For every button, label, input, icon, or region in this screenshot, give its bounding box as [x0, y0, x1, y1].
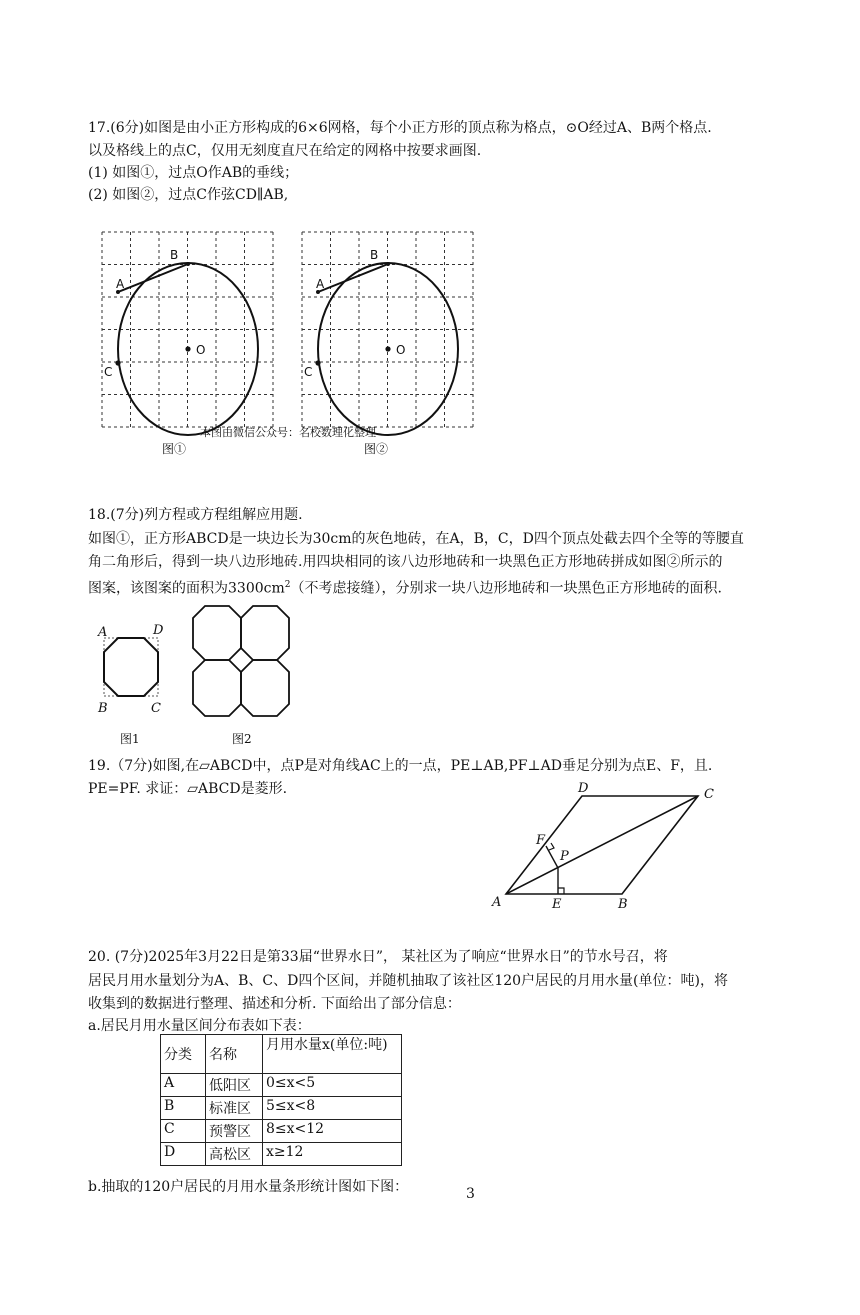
table-header-cell: 分类: [161, 1035, 206, 1074]
table-header-cell: 名称: [206, 1035, 263, 1074]
q19-label-e: E: [552, 897, 562, 912]
table-header-row: [161, 1035, 402, 1074]
q17-f1-label-c: C: [104, 365, 113, 379]
page-number: 3: [466, 1186, 475, 1202]
table-cell: 低阳区: [206, 1074, 263, 1097]
q17-line-3: (1) 如图①，过点O作AB的垂线；: [88, 165, 299, 181]
q17-f1-label-a: A: [116, 277, 125, 291]
table-row: [161, 1120, 402, 1143]
water-usage-table: [160, 1034, 402, 1166]
q19-line-1: 19.（7分)如图,在▱ABCD中，点P是对角线AC上的一点，PE⊥AB,PF⊥AD垂足分别为点E、F，且.: [88, 758, 713, 774]
q18-f2-caption: 图2: [232, 732, 252, 746]
watermark: 本图由微信公众号：名校数理化整理: [200, 426, 376, 439]
q17-f2-label-a: A: [316, 277, 325, 291]
q20-line-1: 20. (7分)2025年3月22日是第33届“世界水日”， 某社区为了响应“世界水日”的节水号召，将: [88, 949, 668, 965]
table-cell: 5≤x<8: [263, 1097, 402, 1120]
q17-figure-2: [302, 232, 482, 432]
q19-label-f: F: [536, 833, 546, 848]
q17-f2-label-o: O: [396, 343, 406, 357]
q17-f1-caption: 图①: [162, 442, 187, 456]
q18-line-1: 18.(7分)列方程或方程组解应用题.: [88, 507, 303, 523]
q19-label-b: B: [618, 897, 628, 912]
table-cell: 高松区: [206, 1143, 263, 1166]
table-row: [161, 1074, 402, 1097]
table-row: [161, 1097, 402, 1120]
table-row: [161, 1143, 402, 1166]
table-cell: 标准区: [206, 1097, 263, 1120]
q18-line-3: 角二角形后，得到一块八边形地砖.用四块相同的该八边形地砖和一块黑色正方形地砖拼成如图②所示的: [88, 554, 723, 570]
q19-label-a: A: [492, 895, 502, 910]
q18-f1-label-d: D: [153, 623, 164, 638]
q18-line-4b: （不考虑接缝），分别求一块八边形地砖和一块黑色正方形地砖的面积.: [290, 580, 722, 597]
q17-f2-caption: 图②: [364, 442, 389, 456]
q17-line-1: 17.(6分)如图是由小正方形构成的6×6网格，每个小正方形的顶点称为格点，⊙O经过A、B两个格点.: [88, 120, 712, 136]
table-cell: D: [161, 1143, 206, 1166]
q18-line-4: [88, 576, 722, 598]
q18-f1-caption: 图1: [120, 732, 140, 746]
q18-figure-1: [96, 622, 176, 722]
q19-label-p: P: [560, 849, 569, 864]
q19-line-2: PE=PF. 求证：▱ABCD是菱形.: [88, 781, 288, 797]
q17-f1-label-b: B: [170, 248, 179, 262]
q20-line-a: a.居民月用水量区间分布表如下表：: [88, 1018, 311, 1034]
table-cell: x≥12: [263, 1143, 402, 1166]
q17-f1-label-o: O: [196, 343, 206, 357]
table-cell: A: [161, 1074, 206, 1097]
q18-line-2: 如图①，正方形ABCD是一块边长为30cm的灰色地砖，在A，B，C，D四个顶点处截去四个全等的等腰直: [88, 531, 744, 547]
q17-figure-1: [102, 232, 282, 432]
q18-area-exponent: 2: [284, 580, 291, 590]
q17-line-4: (2) 如图②，过点C作弦CD∥AB,: [88, 187, 289, 203]
q20-line-3: 收集到的数据进行整理、描述和分析. 下面给出了部分信息：: [88, 996, 461, 1012]
q19-label-d: D: [578, 781, 589, 796]
table-header-cell: 月用水量x(单位:吨): [263, 1035, 402, 1074]
q19-label-c: C: [704, 787, 714, 802]
table-cell: 0≤x<5: [263, 1074, 402, 1097]
q19-figure-parallelogram: [490, 780, 730, 910]
q17-f2-label-b: B: [370, 248, 379, 262]
q18-f1-label-a: A: [98, 625, 108, 640]
q20-line-2: 居民月用水量划分为A、B、C、D四个区间，并随机抽取了该社区120户居民的月用水量(单位：吨)，将: [88, 973, 728, 989]
table-cell: 8≤x<12: [263, 1120, 402, 1143]
table-cell: B: [161, 1097, 206, 1120]
q18-f1-label-c: C: [151, 701, 161, 716]
q18-f1-label-b: B: [98, 701, 108, 716]
q18-figure-2: [190, 604, 300, 720]
q17-f2-label-c: C: [304, 365, 313, 379]
q20-line-b: b.抽取的120户居民的月用水量条形统计图如下图：: [88, 1179, 409, 1195]
q17-line-2: 以及格线上的点C，仅用无刻度直尺在给定的网格中按要求画图.: [88, 143, 482, 159]
table-cell: C: [161, 1120, 206, 1143]
table-cell: 预警区: [206, 1120, 263, 1143]
q18-line-4a: 图案，该图案的面积为3300cm: [88, 580, 285, 597]
